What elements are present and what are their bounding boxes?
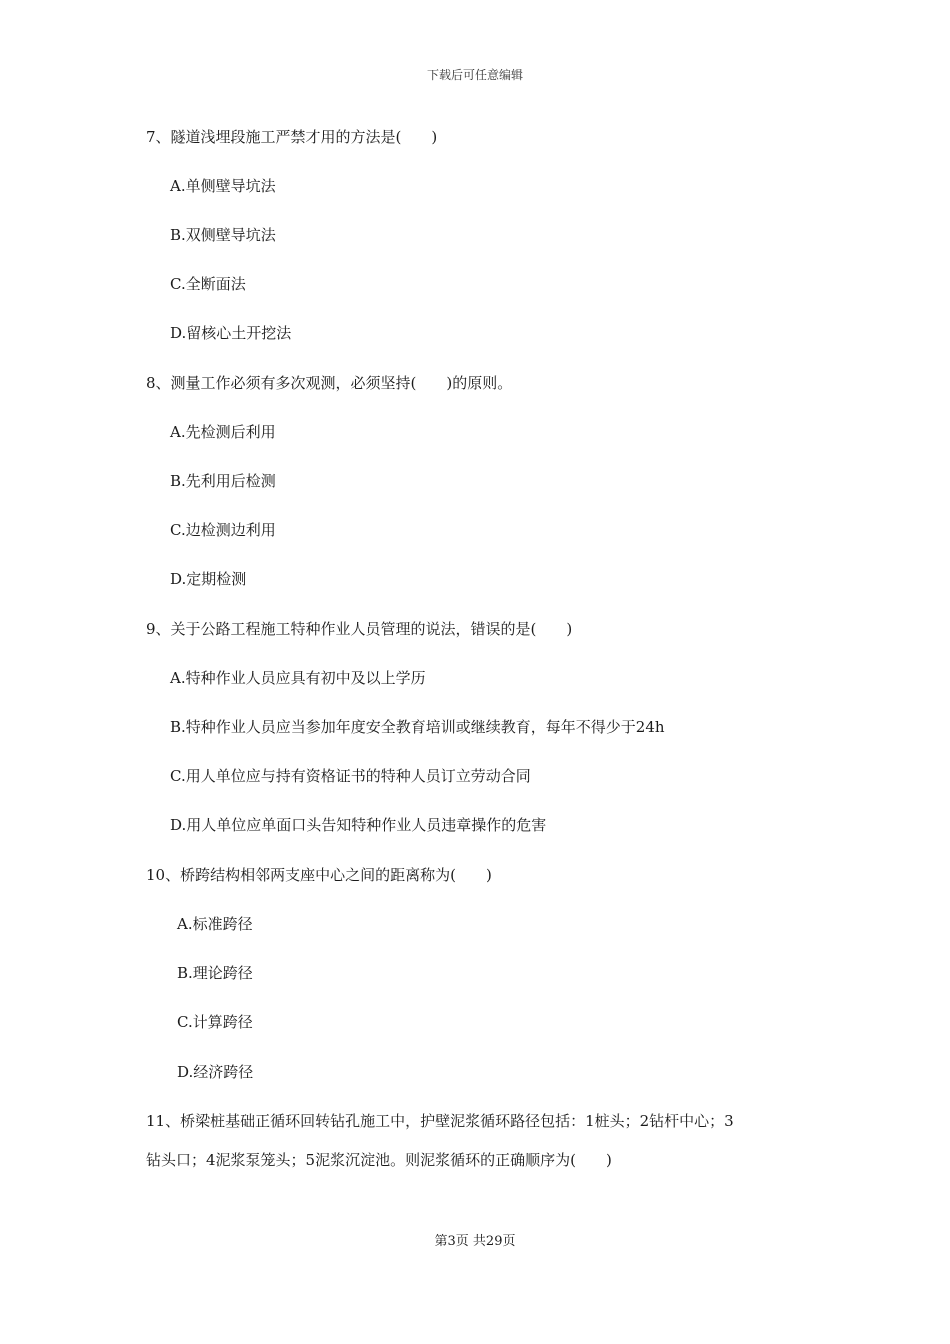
question-10-option-d: D.经济跨径: [177, 1063, 254, 1081]
question-8-option-b: B.先利用后检测: [170, 472, 276, 490]
page-footer: 第3页 共29页: [434, 1234, 516, 1249]
question-9-option-a: A.特种作业人员应具有初中及以上学历: [170, 669, 426, 687]
question-11-stem-line-1: 11、桥梁桩基础正循环回转钻孔施工中，护壁泥浆循环路径包括：1桩头；2钻杆中心；3: [146, 1112, 734, 1130]
question-7-stem: 7、隧道浅埋段施工严禁才用的方法是( ): [146, 128, 438, 146]
question-9-option-d: D.用人单位应单面口头告知特种作业人员违章操作的危害: [170, 816, 547, 834]
question-9-option-b: B.特种作业人员应当参加年度安全教育培训或继续教育，每年不得少于24h: [170, 718, 665, 736]
question-10-option-a: A.标准跨径: [177, 915, 253, 933]
question-10-option-c: C.计算跨径: [177, 1013, 253, 1031]
question-9-option-c: C.用人单位应与持有资格证书的特种人员订立劳动合同: [170, 767, 531, 785]
page-header: 下载后可任意编辑: [426, 68, 523, 82]
question-7-option-c: C.全断面法: [170, 275, 246, 293]
question-10-option-b: B.理论跨径: [177, 964, 253, 982]
question-7-option-b: B.双侧壁导坑法: [170, 226, 276, 244]
question-7-option-a: A.单侧壁导坑法: [170, 177, 276, 195]
question-8-option-c: C.边检测边利用: [170, 521, 276, 539]
question-9-stem: 9、关于公路工程施工特种作业人员管理的说法，错误的是( ): [146, 620, 573, 638]
question-8-option-a: A.先检测后利用: [170, 423, 276, 441]
question-7-option-d: D.留核心土开挖法: [170, 324, 292, 342]
question-11-stem-line-2: 钻头口；4泥浆泵笼头；5泥浆沉淀池。则泥浆循环的正确顺序为( ): [146, 1151, 612, 1169]
question-10-stem: 10、桥跨结构相邻两支座中心之间的距离称为( ): [146, 866, 492, 884]
question-8-option-d: D.定期检测: [170, 570, 247, 588]
question-8-stem: 8、测量工作必须有多次观测，必须坚持( )的原则。: [146, 374, 513, 392]
